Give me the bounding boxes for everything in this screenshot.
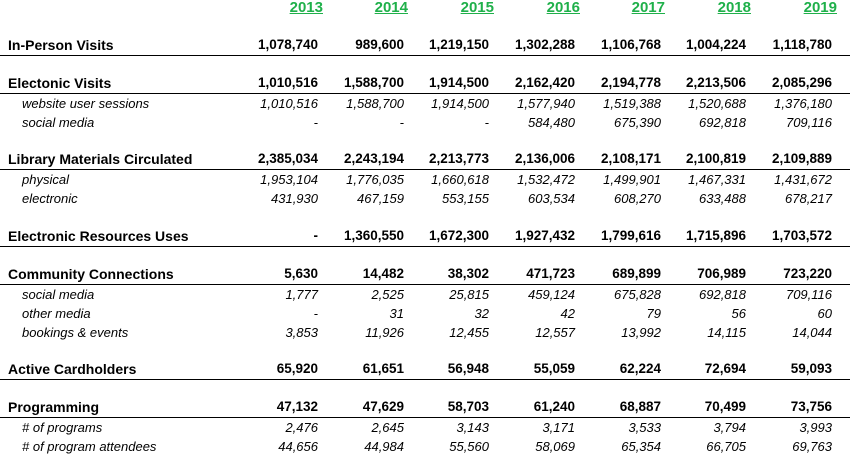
section-value: 70,499 — [704, 399, 746, 414]
sub-row-other-media — [0, 305, 850, 323]
sub-row-label: physical — [22, 172, 69, 187]
section-value: 1,672,300 — [428, 228, 489, 243]
section-row-in-person-visits — [0, 36, 850, 56]
section-value: 58,703 — [447, 399, 489, 414]
section-value: 1,914,500 — [428, 75, 489, 90]
section-row-library-materials-circulated — [0, 150, 850, 170]
section-value: 61,651 — [362, 361, 404, 376]
section-value: 59,093 — [790, 361, 832, 376]
sub-row-value: 58,069 — [535, 439, 575, 454]
sub-row-value: 32 — [474, 306, 489, 321]
section-value: 73,756 — [790, 399, 832, 414]
section-value: 1,118,780 — [772, 37, 832, 52]
section-value: 2,243,194 — [343, 151, 404, 166]
sub-row-value: 1,520,688 — [688, 96, 746, 111]
section-value: 1,703,572 — [771, 228, 832, 243]
year-header: 2019 — [803, 0, 837, 16]
year-header: 2014 — [374, 0, 408, 16]
section-label: Electronic Resources Uses — [8, 228, 189, 244]
sub-row-value: 608,270 — [614, 191, 661, 206]
section-value: 61,240 — [533, 399, 575, 414]
section-value: 1,360,550 — [343, 228, 404, 243]
section-label: Community Connections — [8, 266, 174, 282]
sub-row-value: 14,115 — [707, 325, 746, 340]
year-header: 2018 — [717, 0, 751, 16]
section-value: 56,948 — [447, 361, 489, 376]
sub-row-value: 1,010,516 — [260, 96, 318, 111]
section-value: 72,694 — [704, 361, 746, 376]
sub-row-value: 2,525 — [371, 287, 404, 302]
sub-row-value: 79 — [646, 306, 661, 321]
sub-row-value: 44,984 — [364, 439, 404, 454]
sub-row-value: - — [313, 115, 318, 130]
sub-row-value: 1,519,388 — [603, 96, 661, 111]
sub-row-value: - — [484, 115, 489, 130]
sub-row-value: 1,467,331 — [688, 172, 746, 187]
sub-row-value: 12,455 — [449, 325, 489, 340]
section-value: 14,482 — [362, 266, 404, 281]
section-value: 706,989 — [697, 266, 746, 281]
sub-row-social-media — [0, 286, 850, 304]
section-label: Library Materials Circulated — [8, 151, 193, 167]
sub-row-value: 1,777 — [285, 287, 318, 302]
sub-row-value: - — [313, 306, 318, 321]
section-value: 1,302,288 — [514, 37, 575, 52]
section-value: 1,010,516 — [257, 75, 318, 90]
section-value: 1,219,150 — [428, 37, 489, 52]
section-value: 2,162,420 — [514, 75, 575, 90]
sub-row-value: 65,354 — [621, 439, 661, 454]
sub-row-label: # of programs — [22, 420, 103, 435]
sub-row-value: 3,853 — [285, 325, 318, 340]
sub-row-value: 66,705 — [706, 439, 746, 454]
sub-row-value: 692,818 — [699, 287, 746, 302]
sub-row-value: 675,390 — [614, 115, 661, 130]
sub-row-value: 709,116 — [785, 287, 832, 302]
section-value: 1,004,224 — [685, 37, 746, 52]
sub-row-physical — [0, 171, 850, 189]
section-row-electronic-visits — [0, 74, 850, 94]
sub-row-label: social media — [22, 115, 95, 130]
sub-row-value: 2,476 — [285, 420, 318, 435]
sub-row-value: 603,534 — [528, 191, 575, 206]
section-row-community-connections — [0, 265, 850, 285]
year-header: 2016 — [546, 0, 580, 16]
sub-row-value: 3,171 — [542, 420, 575, 435]
section-row-programming — [0, 398, 850, 418]
section-value: 5,630 — [284, 266, 318, 281]
sub-row-value: 692,818 — [699, 115, 746, 130]
section-value: 68,887 — [619, 399, 661, 414]
sub-row-value: 1,914,500 — [431, 96, 489, 111]
section-value: 1,588,700 — [343, 75, 404, 90]
sub-row-value: 31 — [389, 306, 404, 321]
sub-row-value: 3,533 — [628, 420, 661, 435]
section-value: - — [313, 228, 318, 243]
sub-row-bookings-events — [0, 324, 850, 342]
sub-row-value: 3,143 — [456, 420, 489, 435]
section-value: 989,600 — [355, 37, 404, 52]
section-value: 2,213,773 — [428, 151, 489, 166]
sub-row-value: 3,794 — [713, 420, 746, 435]
sub-row-value: 584,480 — [528, 115, 575, 130]
year-header: 2015 — [460, 0, 494, 16]
sub-row-value: 1,776,035 — [346, 172, 404, 187]
section-value: 55,059 — [533, 361, 575, 376]
sub-row-value: 459,124 — [528, 287, 575, 302]
section-label: Electonic Visits — [8, 75, 112, 91]
year-header: 2013 — [289, 0, 323, 16]
sub-row-value: 675,828 — [614, 287, 661, 302]
sub-row-value: 11,926 — [365, 325, 404, 340]
section-value: 1,078,740 — [257, 37, 318, 52]
sub-row-value: 678,217 — [785, 191, 832, 206]
sub-row-label: social media — [22, 287, 95, 302]
sub-row-value: 44,656 — [278, 439, 318, 454]
section-value: 1,799,616 — [600, 228, 661, 243]
sub-row-value: 3,993 — [799, 420, 832, 435]
sub-row-value: 1,431,672 — [774, 172, 832, 187]
section-value: 723,220 — [783, 266, 832, 281]
sub-row-value: 13,992 — [621, 325, 661, 340]
sub-row-value: 1,532,472 — [517, 172, 575, 187]
sub-row-label: # of program attendees — [22, 439, 157, 454]
section-value: 2,100,819 — [685, 151, 746, 166]
section-label: Programming — [8, 399, 100, 415]
sub-row-value: 69,763 — [792, 439, 832, 454]
section-value: 471,723 — [526, 266, 575, 281]
section-value: 2,385,034 — [257, 151, 318, 166]
sub-row-label: other media — [22, 306, 91, 321]
sub-row-value: 60 — [817, 306, 832, 321]
section-value: 2,194,778 — [600, 75, 661, 90]
section-value: 65,920 — [276, 361, 318, 376]
sub-row-value: 56 — [731, 306, 746, 321]
section-value: 2,213,506 — [685, 75, 746, 90]
section-label: Active Cardholders — [8, 361, 137, 377]
sub-row-value: 42 — [560, 306, 575, 321]
sub-row-value: 25,815 — [449, 287, 489, 302]
section-value: 1,106,768 — [600, 37, 661, 52]
sub-row-value: 12,557 — [535, 325, 575, 340]
sub-row-value: 431,930 — [271, 191, 318, 206]
sub-row-value: 1,376,180 — [774, 96, 832, 111]
sub-row-value: 55,560 — [449, 439, 489, 454]
section-value: 38,302 — [447, 266, 489, 281]
sub-row-website-user-sessions — [0, 95, 850, 113]
year-header: 2017 — [631, 0, 665, 16]
sub-row-social-media — [0, 114, 850, 132]
sub-row-value: 2,645 — [371, 420, 404, 435]
sub-row-label: website user sessions — [22, 96, 150, 111]
sub-row-value: 1,660,618 — [431, 172, 489, 187]
section-value: 47,132 — [276, 399, 318, 414]
sub-row-value: 709,116 — [785, 115, 832, 130]
section-row-active-cardholders — [0, 360, 850, 380]
sub-row-value: 633,488 — [699, 191, 746, 206]
section-value: 1,927,432 — [514, 228, 575, 243]
section-value: 2,136,006 — [514, 151, 575, 166]
section-value: 47,629 — [362, 399, 404, 414]
sub-row-value: 1,577,940 — [517, 96, 575, 111]
section-value: 689,899 — [612, 266, 661, 281]
section-label: In-Person Visits — [8, 37, 114, 53]
sub-row-number-of-programs — [0, 419, 850, 437]
sub-row-value: 1,588,700 — [346, 96, 404, 111]
sub-row-number-of-program-attendees — [0, 438, 850, 456]
sub-row-value: - — [399, 115, 404, 130]
sub-row-value: 1,953,104 — [260, 172, 318, 187]
sub-row-label: electronic — [22, 191, 78, 206]
section-value: 1,715,896 — [685, 228, 746, 243]
section-value: 62,224 — [619, 361, 661, 376]
sub-row-value: 14,044 — [792, 325, 832, 340]
section-value: 2,085,296 — [771, 75, 832, 90]
section-value: 2,109,889 — [771, 151, 832, 166]
sub-row-value: 1,499,901 — [603, 172, 661, 187]
sub-row-value: 553,155 — [442, 191, 489, 206]
sub-row-value: 467,159 — [357, 191, 404, 206]
sub-row-electronic — [0, 190, 850, 208]
section-value: 2,108,171 — [600, 151, 661, 166]
section-row-electronic-resources-uses — [0, 227, 850, 247]
sub-row-label: bookings & events — [22, 325, 129, 340]
